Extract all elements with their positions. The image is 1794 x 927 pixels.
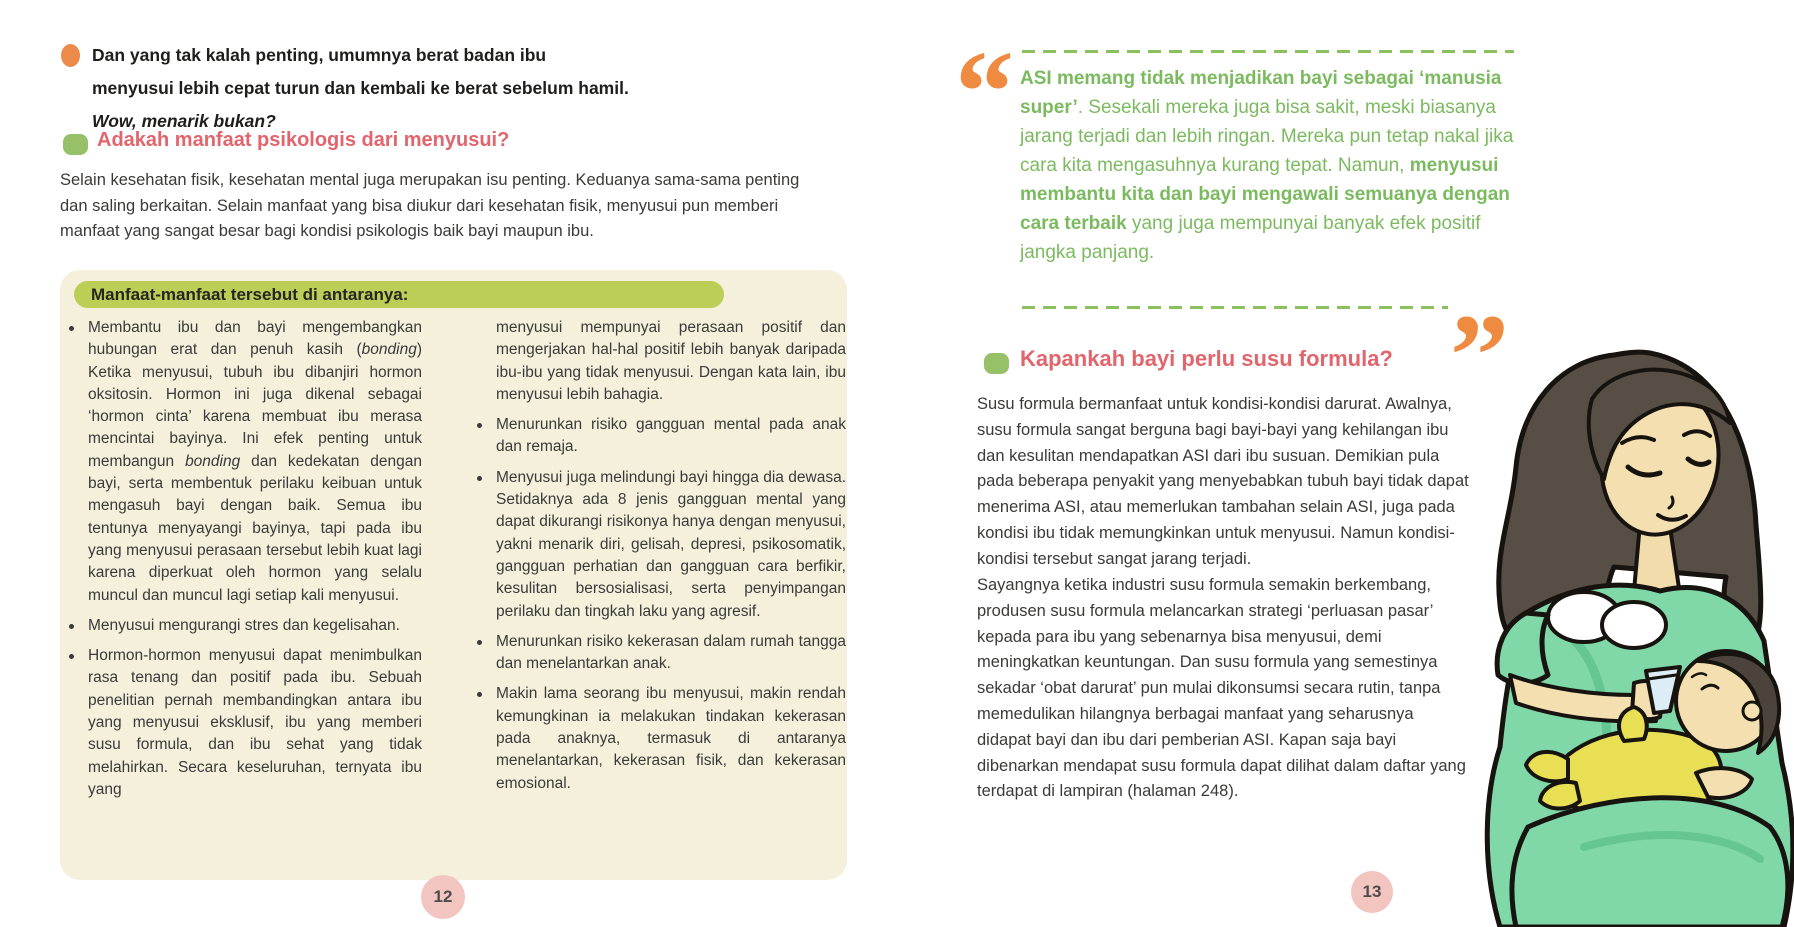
bullet-dot-icon	[66, 317, 88, 607]
intro-paragraph: Selain kesehatan fisik, kesehatan mental juga merupakan isu penting. Keduanya sama-sama penting dan saling berkaitan. Selain manfaat yang bisa diukur dari kesehatan fisik, menyusui pun memberi manfaat yang sangat besar bagi kondisi psikologis baik bayi maupun ibu.	[60, 171, 800, 240]
list-item	[66, 317, 422, 607]
page-number-badge: 12	[421, 875, 465, 919]
quote-bottom-dashed-line	[1022, 306, 1448, 309]
formula-paragraph-2: Sayangnya ketika industri susu formula semakin berkembang, produsen susu formula melancarkan strategi ‘perluasan pasar’ kepada para ibu yang sebenarnya bisa menyusui, demi meningkatkan keuntungan. Dan susu formula yang semestinya sekadar ‘obat darurat’ pun mulai dikonsumsi secara rutin, tanpa memedulikan hilangnya berbagai manfaat yang seharusnya didapat bayi dan ibu dari pemberian ASI. Kapan saja bayi dibenarkan mendapat susu formula dapat dilihat dalam daftar yang terdapat di lampiran (halaman 248).	[977, 576, 1466, 801]
section-marker-icon	[63, 134, 88, 155]
book-spread: Dan yang tak kalah penting, umumnya berat badan ibu menyusui lebih cepat turun dan kembali ke berat sebelum hamil. Wow, menarik bukan? Adakah manfaat psikologis dari menyusui? Selain kesehatan fisik, kesehatan mental juga merupakan isu penting. Keduanya sama-sama penting dan saling berkaitan. Selain manfaat yang bisa diukur dari kesehatan fisik, menyusui pun memberi manfaat yang sangat besar bagi kondisi psikologis baik bayi maupun ibu. Manfaat-manfaat tersebut di antaranya: Membantu ibu dan bayi mengembangkan hubungan erat dan penuh kasih (bonding) Ketika menyusui, tubuh ibu dibanjiri hormon oksitosin. Hormon ini juga dikenal sebagai ‘hormon cinta’ karena membuat ibu merasa mencintai bayinya. Ini efek penting untuk membangun bonding dan kedekatan dengan bayi, serta membentuk perilaku keibuan untuk mengasuh bayi dengan baik. Semua ibu tentunya menyayangi bayinya, tapi pada ibu yang menyusui perasaan tersebut lebih kuat lagi karena diperkuat oleh hormon yang selalu muncul dan muncul lagi setiap kali menyusui. Menyusui mengurangi stres dan kegelisahan. Hormon-hormon menyusui dapat menimbulkan rasa tenang dan positif pada ibu. Sebuah penelitian pernah membandingkan antara ibu yang menyusui eksklusif, ibu yang memberi susu formula, dan ibu sehat yang tidak melahirkan. Secara keseluruhan, ternyata ibu yang menyusui mempunyai perasaan positif dan mengerjakan hal-hal positif lebih banyak daripada ibu-ibu yang tidak menyusui. Dengan kata lain, ibu menyusui lebih bahagia. Menurunkan risiko gangguan mental pada anak dan remaja. Menyusui juga melindungi bayi hingga dia dewasa. Setidaknya ada 8 jenis gangguan mental yang dapat dikurangi risikonya hanya dengan menyusui, yakni menarik diri, gelisah, depresi, psikosomatik, gangguan perhatian dan gangguan cara berfikir, kesulitan bersosialisasi, serta penyimpangan perilaku dan tingkah laku yang agresif. Menurunkan risiko kekerasan dalam rumah tangga dan menelantarkan anak. Makin lama seorang ibu menyusui, makin rendah kemungkinan ia melakukan tindakan kekerasan pada anaknya, termasuk di antaranya menelantarkan, kekerasan fisik, dan kekerasan emosional. 12 “ ASI memang tidak menjadikan bayi sebagai ‘manusia super’. Sesekali mereka juga bisa sakit, meski biasanya jarang terjadi dan lebih ringan. Mereka pun tetap nakal jika cara kita mengasuhnya kurang tepat. Namun, menyusui membantu kita dan bayi mengawali semuanya dengan cara terbaik yang juga mempunyai banyak efek positif jangka panjang. ” Kapankah bayi perlu susu formula? Susu formula bermanfaat untuk kondisi-kondisi darurat. Awalnya, susu formula sangat berguna bagi bayi-bayi yang kehilangan ibu dan kesulitan mendapatkan ASI dari ibu susuan. Demikian pula pada beberapa penyakit yang menyebabkan tubuh bayi tidak dapat menerima ASI, atau memerlukan tambahan selain ASI, juga pada kondisi ibu tidak memungkinkan untuk menyusui. Namun kondisi-kondisi tersebut sangat jarang terjadi. Sayangnya ketika industri susu formula semakin berkembang, produsen susu formula melancarkan strategi ‘perluasan pasar’ kepada para ibu yang sebenarnya bisa menyusui, demi meningkatkan keuntungan. Dan susu formula yang semestinya sekadar ‘obat darurat’ pun mulai dikonsumsi secara rutin, tanpa memedulikan hilangnya berbagai manfaat yang seharusnya didapat bayi dan ibu dari pemberian ASI. Kapan saja bayi dibenarkan mendapat susu formula dapat dilihat dalam daftar yang terdapat di lampiran (halaman 248). 13	[0, 0, 1794, 927]
benefits-column-2	[474, 317, 846, 803]
list-item-text: Makin lama seorang ibu menyusui, makin rendah kemungkinan ia melakukan tindakan kekerasan pada anaknya, termasuk di antaranya menelantarkan, kekerasan fisik, dan kekerasan emosional.	[496, 685, 846, 792]
list-item	[474, 631, 846, 676]
benefits-column-1	[66, 317, 422, 809]
list-item-text: menyusui mempunyai perasaan positif dan mengerjakan hal-hal positif lebih banyak daripada ibu-ibu yang tidak menyusui. Dengan kata lain, ibu menyusui lebih bahagia.	[496, 319, 846, 403]
list-item-text: Menurunkan risiko kekerasan dalam rumah tangga dan menelantarkan anak.	[496, 632, 846, 673]
list-item-text: Hormon-hormon menyusui dapat menimbulkan rasa tenang dan positif pada ibu. Sebuah penelitian pernah membandingkan antara ibu yang menyusui eksklusif, ibu yang memberi susu formula, dan ibu sehat yang tidak melahirkan. Secara keseluruhan, ternyata ibu yang	[88, 647, 422, 798]
benefits-box-header: Manfaat-manfaat tersebut di antaranya:	[74, 281, 724, 308]
intro-bullet-text: Dan yang tak kalah penting, umumnya berat badan ibu menyusui lebih cepat turun dan kembali ke berat sebelum hamil. Wow, menarik bukan?	[92, 45, 629, 131]
bullet-dot-icon	[474, 467, 496, 623]
bullet-dot-icon	[474, 414, 496, 459]
mother-cup-feeding-baby-illustration	[1464, 327, 1794, 927]
list-item-text: Menurunkan risiko gangguan mental pada anak dan remaja.	[496, 416, 846, 456]
bullet-dot-icon	[474, 683, 496, 794]
section-marker-icon	[984, 353, 1009, 374]
list-item	[474, 467, 846, 623]
orange-bullet-icon	[61, 44, 80, 67]
list-item	[66, 645, 422, 801]
list-item-continuation	[474, 317, 846, 406]
list-item-text: Menyusui mengurangi stres dan kegelisahan.	[88, 616, 400, 634]
bullet-dot-icon	[474, 631, 496, 676]
bullet-dot-spacer	[474, 317, 496, 406]
bullet-dot-icon	[66, 615, 88, 637]
list-item	[66, 615, 422, 637]
quote-text: ASI memang tidak menjadikan bayi sebagai ‘manusia super’. Sesekali mereka juga bisa sakit, meski biasanya jarang terjadi dan lebih ringan. Mereka pun tetap nakal jika cara kita mengasuhnya kurang tepat. Namun, menyusui membantu kita dan bayi mengawali semuanya dengan cara terbaik yang juga mempunyai banyak efek positif jangka panjang.	[1020, 68, 1514, 263]
quote-top-dashed-line	[1022, 50, 1514, 53]
formula-paragraph-1: Susu formula bermanfaat untuk kondisi-kondisi darurat. Awalnya, susu formula sangat berguna bagi bayi-bayi yang kehilangan ibu dan kesulitan mendapatkan ASI dari ibu susuan. Demikian pula pada beberapa penyakit yang menyebabkan tubuh bayi tidak dapat menerima ASI, atau memerlukan tambahan selain ASI, juga pada kondisi ibu tidak memungkinkan untuk menyusui. Namun kondisi-kondisi tersebut sangat jarang terjadi.	[977, 395, 1469, 568]
list-item-text: Membantu ibu dan bayi mengembangkan hubungan erat dan penuh kasih (bonding) Ketika menyusui, tubuh ibu dibanjiri hormon oksitosin. Hormon ini juga dikenal sebagai ‘hormon cinta’ karena membuat ibu merasa mencintai bayinya. Ini efek penting untuk membangun bonding dan kedekatan dengan bayi, serta membentuk perilaku keibuan untuk mengasuh bayi dengan baik. Semua ibu tentunya menyayangi bayinya, tapi pada ibu yang menyusui perasaan tersebut lebih kuat lagi karena diperkuat oleh hormon yang selalu muncul dan muncul lagi setiap kali menyusui.	[88, 319, 422, 604]
page-number-badge: 13	[1351, 871, 1393, 913]
list-item	[474, 683, 846, 794]
list-item-text: Menyusui juga melindungi bayi hingga dia dewasa. Setidaknya ada 8 jenis gangguan mental yang dapat dikurangi risikonya hanya dengan menyusui, yakni menarik diri, gelisah, depresi, psikosomatik, gangguan perhatian dan gangguan cara berfikir, kesulitan bersosialisasi, serta penyimpangan perilaku dan tingkah laku yang agresif.	[496, 468, 846, 620]
bullet-dot-icon	[66, 645, 88, 801]
section-title-susu-formula: Kapankah bayi perlu susu formula?	[1020, 346, 1393, 371]
section-title-psikologis: Adakah manfaat psikologis dari menyusui?	[97, 129, 510, 151]
list-item	[474, 414, 846, 459]
